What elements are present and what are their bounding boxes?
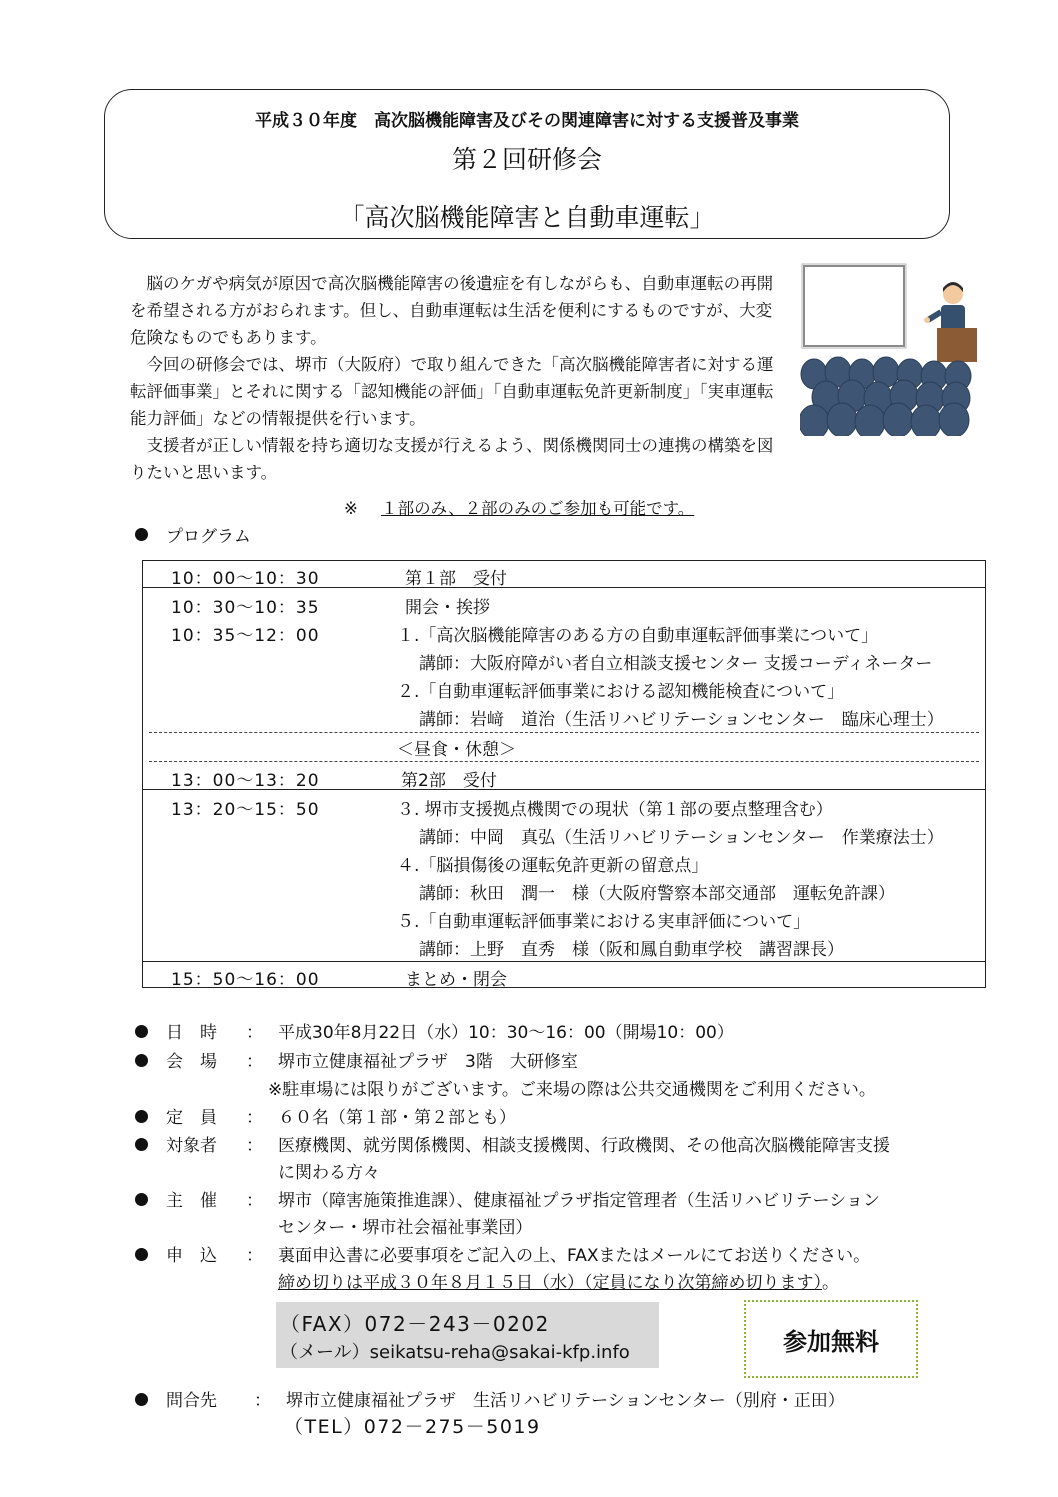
program-table: [142, 560, 986, 988]
program-item: まとめ・閉会: [405, 970, 507, 990]
target-value-cont: に関わる方々: [278, 1163, 380, 1183]
host-value: 堺市（障害施策推進課）、健康福祉プラザ指定管理者（生活リハビリテーション: [278, 1191, 880, 1211]
capacity-value: ６０名（第１部・第２部とも）: [278, 1108, 516, 1128]
program-time: 10：35～12：00: [171, 626, 320, 646]
intro-paragraph-1: 脳のケガや病気が原因で高次脳機能障害の後遺症を有しながらも、自動車運転の再開を希望される方がおられます。但し、自動車運転は生活を便利にするものですが、大変危険なものでもあります。: [130, 274, 774, 347]
program-item: ２.「自動車運転評価事業における認知機能検査について」: [397, 682, 845, 702]
program-time: 13：20～15：50: [171, 800, 320, 820]
program-lecturer: 講師：中岡 真弘（生活リハビリテーションセンター 作業療法士）: [419, 828, 944, 848]
free-admission-badge: 参加無料: [744, 1300, 918, 1378]
program-lecturer: 講師：上野 直秀 様（阪和鳳自動車学校 講習課長）: [419, 940, 844, 960]
intro-paragraph-2: 今回の研修会では、堺市（大阪府）で取り組んできた「高次脳機能障害者に対する運転評価事業」とそれに関する「認知機能の評価」「自動車運転免許更新制度」「実車運転能力評価」などの情報提供を行います。: [130, 355, 774, 428]
deadline-period: 。: [822, 1273, 839, 1293]
program-item: 第2部 受付: [401, 771, 497, 791]
note-text: １部のみ、２部のみのご参加も可能です。: [381, 499, 695, 518]
fax-number: （FAX）072－243－0202: [280, 1312, 550, 1336]
participation-note: [344, 495, 694, 519]
program-lecturer: 講師：岩﨑 道治（生活リハビリテーションセンター 臨床心理士）: [419, 710, 944, 730]
program-time: 13：00～13：20: [171, 771, 320, 791]
venue-note: ※駐車場には限りがございます。ご来場の際は公共交通機関をご利用ください。: [268, 1080, 876, 1100]
colon: ：: [254, 1391, 271, 1411]
bullet-icon: [135, 1054, 148, 1067]
apply-label: 申 込: [166, 1246, 217, 1266]
host-label: 主 催: [166, 1191, 217, 1211]
program-item: ５.「自動車運転評価事業における実車評価について」: [397, 912, 811, 932]
program-label: プログラム: [166, 527, 251, 547]
colon: ：: [246, 1246, 263, 1266]
intro-text: [130, 270, 785, 486]
program-lecturer: 講師：秋田 潤一 様（大阪府警察本部交通部 運転免許課）: [419, 884, 895, 904]
table-dashed-divider: [149, 732, 979, 733]
venue-value: 堺市立健康福祉プラザ 3階 大研修室: [278, 1052, 578, 1072]
date-value: 平成30年8月22日（水）10：30～16：00（開場10：00）: [278, 1023, 734, 1043]
program-lecturer: 講師：大阪府障がい者自立相談支援センター 支援コーディネーター: [419, 654, 933, 674]
contact-label: 問合先: [166, 1391, 217, 1411]
target-value: 医療機関、就労関係機関、相談支援機関、行政機関、その他高次脳機能障害支援: [278, 1136, 890, 1156]
colon: ：: [246, 1191, 263, 1211]
host-value-cont: センター・堺市社会福祉事業団）: [278, 1218, 533, 1238]
header-box: [104, 89, 950, 239]
program-time: 15：50～16：00: [171, 970, 320, 990]
apply-deadline: [278, 1268, 839, 1293]
apply-value: 裏面申込書に必要事項をご記入の上、FAXまたはメールにてお送りください。: [278, 1246, 871, 1266]
event-theme: 「高次脳機能障害と自動車運転」: [339, 203, 715, 232]
capacity-label: 定 員: [166, 1108, 217, 1128]
colon: ：: [246, 1136, 263, 1156]
note-mark: ※: [344, 499, 358, 518]
colon: ：: [246, 1052, 263, 1072]
program-time: 10：00～10：30: [171, 569, 320, 589]
bullet-icon: [135, 1193, 148, 1206]
venue-label: 会 場: [166, 1052, 217, 1072]
event-title: 第２回研修会: [451, 145, 602, 174]
program-item: 開会・挨拶: [405, 598, 490, 618]
intro-paragraph-3: 支援者が正しい情報を持ち適切な支援が行えるよう、関係機関同士の連携の構築を図りたいと思います。: [130, 436, 774, 482]
program-item: ３. 堺市支援拠点機関での現状（第１部の要点整理含む）: [397, 800, 833, 820]
bullet-icon: [135, 1248, 148, 1261]
bullet-icon: [135, 528, 148, 541]
program-break: ＜昼食・休憩＞: [397, 740, 516, 760]
colon: ：: [246, 1108, 263, 1128]
event-subtitle: 平成３０年度 高次脳機能障害及びその関連障害に対する支援普及事業: [255, 111, 799, 131]
bullet-icon: [135, 1110, 148, 1123]
contact-value: 堺市立健康福祉プラザ 生活リハビリテーションセンター（別府・正田）: [286, 1391, 845, 1411]
bullet-icon: [135, 1138, 148, 1151]
program-item: １.「高次脳機能障害のある方の自動車運転評価事業について」: [397, 626, 879, 646]
program-time: 10：30～10：35: [171, 598, 320, 618]
contact-tel: （TEL）072－275－5019: [284, 1416, 541, 1438]
program-item: 第１部 受付: [405, 569, 507, 589]
deadline-text: 締め切りは平成３０年８月１５日（水）（定員になり次第締め切ります）: [278, 1273, 822, 1293]
presentation-illustration-icon: [800, 262, 980, 436]
colon: ：: [246, 1023, 263, 1043]
program-item: ４.「脳損傷後の運転免許更新の留意点」: [397, 856, 709, 876]
bullet-icon: [135, 1025, 148, 1038]
table-divider: [143, 961, 985, 962]
bullet-icon: [135, 1393, 148, 1406]
email-address: （メール）seikatsu-reha@sakai-kfp.info: [280, 1342, 630, 1363]
target-label: 対象者: [166, 1136, 217, 1156]
table-dashed-divider: [149, 761, 979, 762]
date-label: 日 時: [166, 1023, 217, 1043]
